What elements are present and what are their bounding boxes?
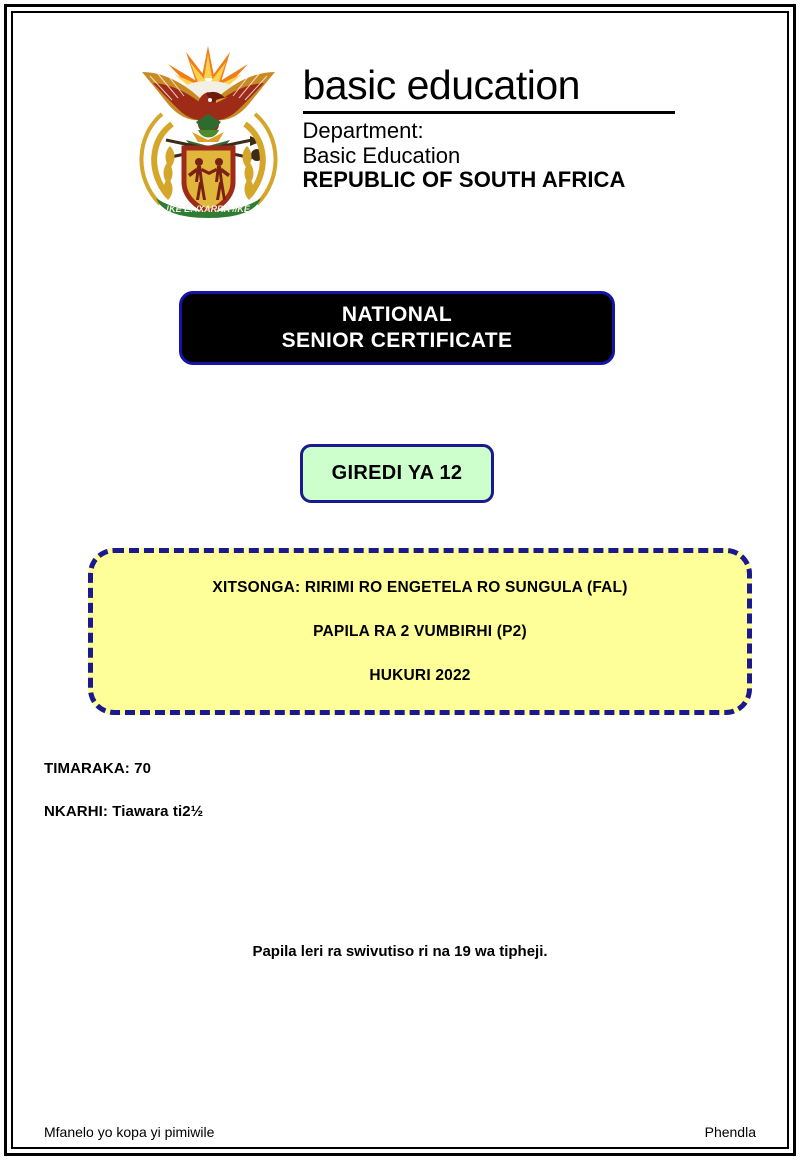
footer-turn-over: Phendla — [704, 1124, 756, 1140]
country-name: REPUBLIC OF SOUTH AFRICA — [302, 167, 626, 192]
grade-label: GIREDI YA 12 — [331, 462, 463, 484]
time-line: NKARHI: Tiawara ti2½ — [44, 803, 204, 820]
banner-line-national: NATIONAL — [341, 303, 453, 326]
south-african-coat-of-arms-icon — [126, 36, 291, 218]
subject-details-box — [88, 548, 752, 715]
letterhead — [0, 36, 800, 218]
department-label: Department: — [302, 118, 424, 143]
page-count-notice: Papila leri ra swivutiso ri na 19 wa tipheji. — [252, 943, 548, 960]
exam-meta-block — [44, 760, 444, 820]
banner-line-senior-certificate: SENIOR CERTIFICATE — [281, 329, 513, 352]
exam-year: HUKURI 2022 — [369, 666, 471, 684]
page-footer — [44, 1124, 756, 1140]
wordmark-divider — [303, 111, 675, 114]
department-wordmark — [303, 62, 675, 193]
subject-name: XITSONGA: RIRIMI RO ENGETELA RO SUNGULA (FAL) — [212, 578, 628, 596]
coat-of-arms-motto: !KE E: /XARRA //KE — [165, 204, 250, 214]
footer-copyright: Mfanelo yo kopa yi pimiwile — [44, 1124, 215, 1140]
grade-box — [300, 444, 494, 503]
department-name: Basic Education — [302, 142, 461, 168]
national-senior-certificate-banner — [179, 291, 615, 365]
marks-line: TIMARAKA: 70 — [44, 760, 152, 777]
paper-number: PAPILA RA 2 VUMBIRHI (P2) — [313, 622, 527, 640]
basic-education-title: basic education — [302, 62, 580, 108]
